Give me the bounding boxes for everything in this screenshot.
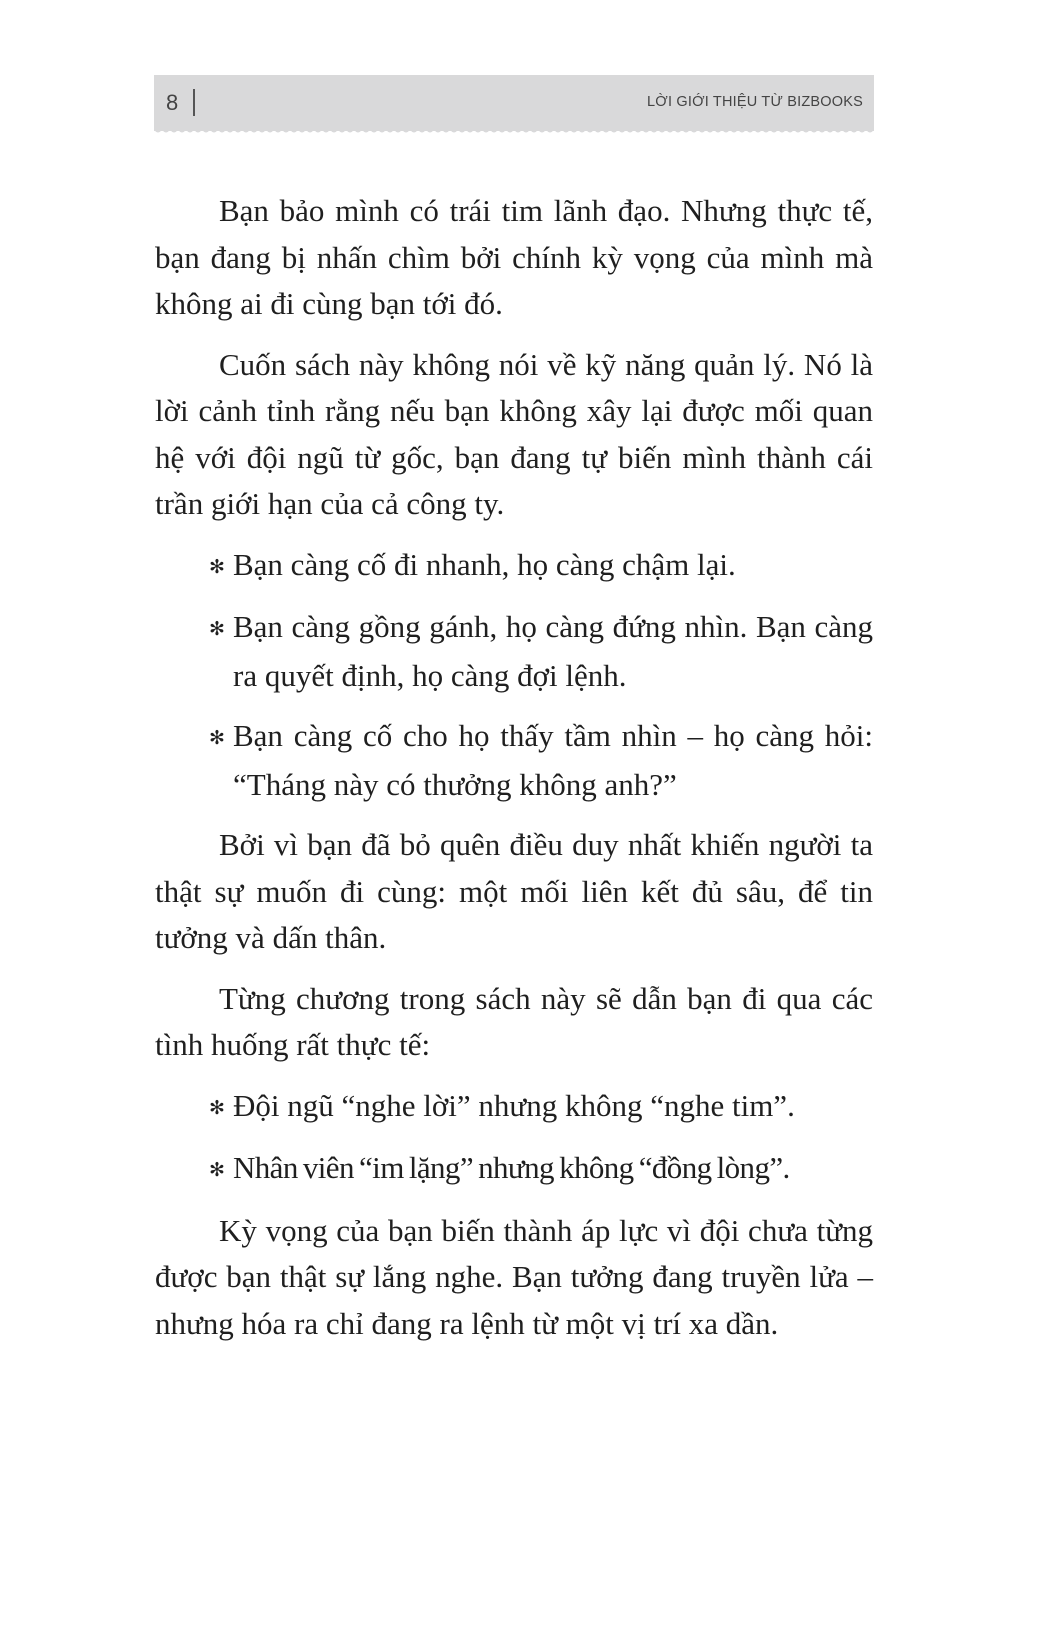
bullet-text: Đội ngũ “nghe lời” nhưng không “nghe tim”. <box>233 1087 795 1123</box>
asterisk-bullet-icon: ✻ <box>209 1096 225 1119</box>
bullet-item <box>209 1145 873 1194</box>
paragraph: Bạn bảo mình có trái tim lãnh đạo. Nhưng thực tế, bạn đang bị nhấn chìm bởi chính kỳ vọng của mình mà không ai đi cùng bạn tới đó. <box>155 193 873 321</box>
bullet-item <box>209 542 873 591</box>
running-title: LỜI GIỚI THIỆU TỪ BIZBOOKS <box>647 94 863 110</box>
page-body <box>155 188 873 1361</box>
bullet-item <box>209 604 873 699</box>
asterisk-bullet-icon: ✻ <box>209 618 225 640</box>
bullet-text: Bạn càng cố đi nhanh, họ càng chậm lại. <box>233 546 736 582</box>
paragraph: Cuốn sách này không nói về kỹ năng quản lý. Nó là lời cảnh tỉnh rằng nếu bạn không xây lại được mối quan hệ với đội ngũ từ gốc, bạn đang tự biến mình thành cái trần giới hạn của cả công ty. <box>155 346 873 521</box>
bullet-text: Nhân viên “im lặng” nhưng không “đồng lòng”. <box>233 1150 790 1185</box>
bullet-item <box>209 1083 873 1132</box>
bullet-text: Bạn càng gồng gánh, họ càng đứng nhìn. Bạn càng ra quyết định, họ càng đợi lệnh. <box>233 609 873 693</box>
asterisk-bullet-icon: ✻ <box>209 1159 225 1181</box>
running-header <box>154 75 874 131</box>
asterisk-bullet-icon: ✻ <box>209 555 225 578</box>
header-divider <box>193 89 195 116</box>
paragraph: Kỳ vọng của bạn biến thành áp lực vì đội chưa từng được bạn thật sự lắng nghe. Bạn tưởng đang truyền lửa – nhưng hóa ra chỉ đang ra lệnh từ một vị trí xa dần. <box>155 1212 873 1341</box>
paragraph: Từng chương trong sách này sẽ dẫn bạn đi qua các tình huống rất thực tế: <box>155 980 873 1062</box>
paragraph: Bởi vì bạn đã bỏ quên điều duy nhất khiến người ta thật sự muốn đi cùng: một mối liên kết đủ sâu, để tin tưởng và dấn thân. <box>155 827 873 955</box>
asterisk-bullet-icon: ✻ <box>209 727 225 749</box>
bullet-item <box>209 713 873 808</box>
bullet-text: Bạn càng cố cho họ thấy tầm nhìn – họ càng hỏi: “Tháng này có thưởng không anh?” <box>233 718 873 802</box>
page-number: 8 <box>166 90 179 115</box>
